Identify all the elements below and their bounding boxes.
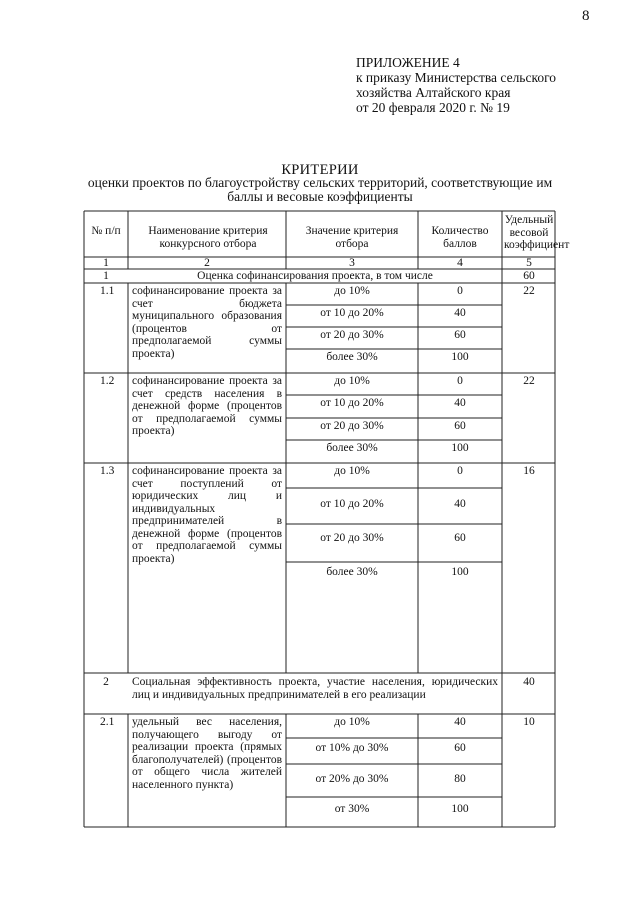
row-2-1-weight: 10 <box>523 716 535 728</box>
row-1-2-name: софинансирование проекта за счет средств населения в денежной форме (процентов от предполагаемой суммы проекта) <box>132 375 282 437</box>
row-1-1-num: 1.1 <box>100 285 115 297</box>
row-1-3-value-2: от 10 до 20% <box>320 498 384 510</box>
page-number: 8 <box>582 8 590 24</box>
header-name: Наименование критерия конкурсного отбора <box>148 225 268 250</box>
row-2-1-value-3: от 20% до 30% <box>315 773 389 785</box>
row-1-3-name: софинансирование проекта за счет поступлений от юридических лиц и индивидуальных предпринимателей в денежной форме (процентов от предполагаемой суммы проекта) <box>132 465 282 565</box>
row-1-3-points-4: 100 <box>451 566 469 578</box>
row-1-1-value-4: более 30% <box>326 351 378 363</box>
col-number-5: 5 <box>526 257 532 269</box>
row-1-1-value-3: от 20 до 30% <box>320 329 384 341</box>
section-1-weight: 60 <box>523 270 535 282</box>
row-1-1-points-1: 0 <box>457 285 463 297</box>
row-1-2-points-4: 100 <box>451 442 469 454</box>
header-points: Количество баллов <box>431 225 489 250</box>
col-number-3: 3 <box>349 257 355 269</box>
col-number-2: 2 <box>204 257 210 269</box>
row-1-3-value-3: от 20 до 30% <box>320 532 384 544</box>
row-2-1-value-1: до 10% <box>334 716 370 728</box>
row-2-1-points-4: 100 <box>451 803 469 815</box>
col-number-4: 4 <box>457 257 463 269</box>
header-value: Значение критерия отбора <box>305 225 399 250</box>
row-2-1-points-2: 60 <box>454 742 466 754</box>
row-1-1-points-3: 60 <box>454 329 466 341</box>
appendix-header <box>356 55 556 115</box>
appendix-line-4: от 20 февраля 2020 г. № 19 <box>356 100 510 115</box>
row-1-3-num: 1.3 <box>100 465 115 477</box>
row-1-2-value-4: более 30% <box>326 442 378 454</box>
subtitle-line-1: оценки проектов по благоустройству сельских территорий, соответствующие им <box>87 175 553 190</box>
row-1-3-value-4: более 30% <box>326 566 378 578</box>
header-weight: Удельный весовой коэффициент <box>504 214 570 251</box>
row-1-1-value-1: до 10% <box>334 285 370 297</box>
row-1-2-num: 1.2 <box>100 375 115 387</box>
appendix-line-2: к приказу Министерства сельского <box>356 70 557 85</box>
subtitle-line-2: баллы и весовые коэффициенты <box>227 189 413 204</box>
row-2-1-points-1: 40 <box>454 716 466 728</box>
appendix-line-3: хозяйства Алтайского края <box>356 85 511 100</box>
row-2-1-value-2: от 10% до 30% <box>315 742 389 754</box>
section-2-weight: 40 <box>523 676 535 688</box>
header-num: № п/п <box>91 225 121 237</box>
row-1-1-weight: 22 <box>523 285 535 297</box>
row-1-2-points-1: 0 <box>457 375 463 387</box>
row-1-2-value-2: от 10 до 20% <box>320 397 384 409</box>
row-1-2-value-1: до 10% <box>334 375 370 387</box>
section-2-title: Социальная эффективность проекта, участие населения, юридических лиц и индивидуальных предпринимателей в его реализации <box>132 676 498 701</box>
row-1-3-value-1: до 10% <box>334 465 370 477</box>
row-2-1-num: 2.1 <box>100 716 115 728</box>
col-number-1: 1 <box>103 257 109 269</box>
row-1-3-weight: 16 <box>523 465 535 477</box>
row-2-1-name: удельный вес населения, получающего выгоду от реализации проекта (прямых благополучателей) (процентов от общего числа жителей населенного пункта) <box>132 716 282 791</box>
row-1-3-points-2: 40 <box>454 498 466 510</box>
appendix-line-1: ПРИЛОЖЕНИЕ 4 <box>356 55 460 70</box>
section-1-num: 1 <box>103 270 109 282</box>
section-2-num: 2 <box>103 676 109 688</box>
row-1-2-points-2: 40 <box>454 397 466 409</box>
row-1-3-points-1: 0 <box>457 465 463 477</box>
row-2-1-points-3: 80 <box>454 773 466 785</box>
row-1-1-points-2: 40 <box>454 307 466 319</box>
row-1-1-value-2: от 10 до 20% <box>320 307 384 319</box>
section-1-title: Оценка софинансирования проекта, в том числе <box>197 270 433 282</box>
row-1-2-weight: 22 <box>523 375 535 387</box>
row-2-1-value-4: от 30% <box>334 803 370 815</box>
row-1-3-points-3: 60 <box>454 532 466 544</box>
document-title: КРИТЕРИИ <box>281 162 359 178</box>
row-1-2-points-3: 60 <box>454 420 466 432</box>
row-1-1-name: софинансирование проекта за счет бюджета муниципального образования (процентов от предполагаемой суммы проекта) <box>132 285 282 360</box>
row-1-1-points-4: 100 <box>451 351 469 363</box>
document-subtitle <box>0 176 640 204</box>
row-1-2-value-3: от 20 до 30% <box>320 420 384 432</box>
